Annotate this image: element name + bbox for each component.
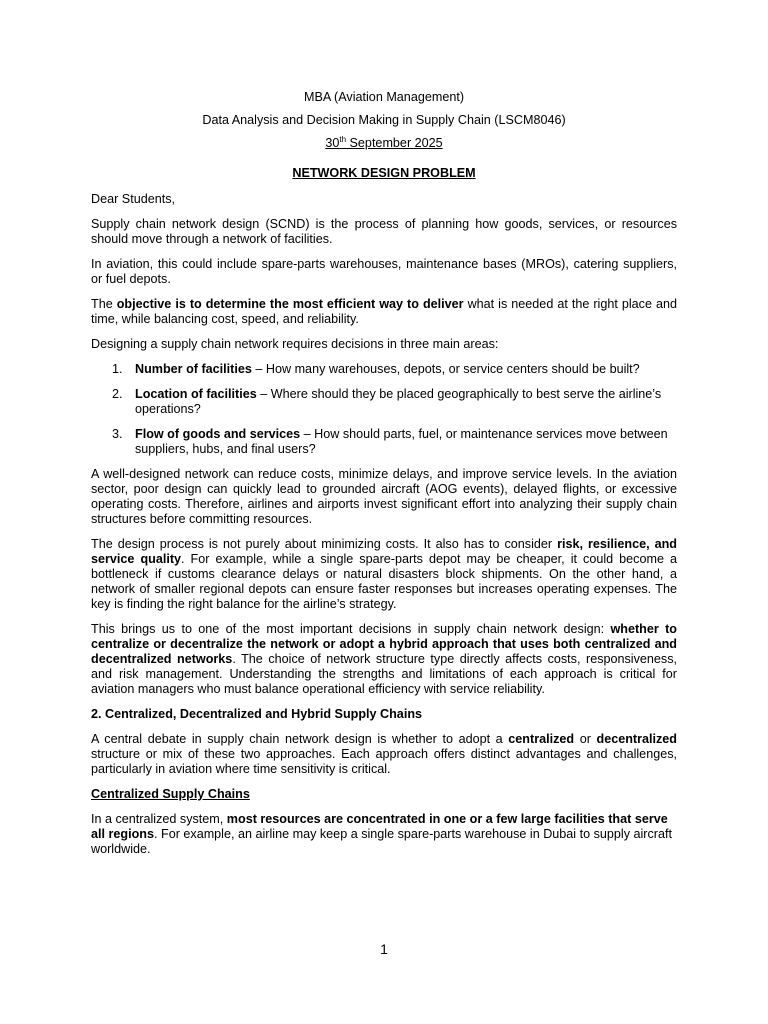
list-item: [91, 427, 677, 457]
course-title: Data Analysis and Decision Making in Supply Chain (LSCM8046): [202, 113, 566, 127]
greeting: Dear Students,: [91, 192, 176, 206]
list-item: [91, 387, 677, 417]
bold-run: risk, resilience, and service quality: [91, 537, 677, 566]
text-run: In a centralized system,: [91, 812, 227, 826]
paragraph-central-debate: [91, 732, 677, 777]
text-run: structure or mix of these two approaches. Each approach offers distinct advantages and challenges, particularly in aviation where time sensitivity is critical.: [91, 747, 677, 776]
paragraph-objective: [91, 297, 677, 327]
paragraph-aviation-examples: In aviation, this could include spare-parts warehouses, maintenance bases (MROs), catering suppliers, or fuel depots.: [91, 257, 677, 286]
list-item-text: – How should parts, fuel, or maintenance services move between suppliers, hubs, and final users?: [135, 427, 668, 456]
decision-list: [91, 362, 677, 457]
text-run: . The choice of network structure type directly affects costs, responsiveness, and risk management. Understanding the strengths and limitations of each approach is critical for aviation managers who must balance operational efficiency with service reliability.: [91, 652, 678, 696]
list-number: 1.: [112, 362, 123, 376]
text-run: what is needed at the right place and time, while balancing cost, speed, and reliability.: [91, 297, 678, 326]
bold-run: centralized: [508, 732, 575, 746]
list-item-term: Location of facilities: [135, 387, 257, 401]
list-item-term: Flow of goods and services: [135, 427, 301, 441]
page-number: 1: [380, 941, 388, 957]
paragraph-design-process: [91, 537, 677, 612]
list-item-text: – Where should they be placed geographically to best serve the airline’s operations?: [135, 387, 662, 416]
subsection-heading: Centralized Supply Chains: [91, 787, 250, 801]
document-page: [91, 90, 677, 867]
paragraph-decision-areas: Designing a supply chain network requires decisions in three main areas:: [91, 337, 499, 351]
date-day: 30: [325, 136, 340, 150]
list-number: 2.: [112, 387, 123, 401]
list-number: 3.: [112, 427, 123, 441]
paragraph-centralize-decision: [91, 622, 677, 697]
list-item-term: Number of facilities: [135, 362, 252, 376]
text-run: This brings us to one of the most important decisions in supply chain network design:: [91, 622, 611, 636]
text-run: . For example, an airline may keep a single spare-parts warehouse in Dubai to supply aircraft worldwide.: [91, 827, 672, 856]
text-run: A central debate in supply chain network design is whether to adopt a: [91, 732, 509, 746]
paragraph-scnd-definition: Supply chain network design (SCND) is the process of planning how goods, services, or resources should move through a network of facilities.: [91, 217, 677, 246]
date-suffix: th: [339, 134, 347, 144]
paragraph-centralized-system: [91, 812, 677, 857]
text-run: The: [91, 297, 117, 311]
list-item-text: – How many warehouses, depots, or service centers should be built?: [251, 362, 640, 376]
text-run: or: [574, 732, 597, 746]
bold-run: whether to centralize or decentralize the network or adopt a hybrid approach that uses both centralized and decentralized networks: [91, 622, 678, 666]
text-run: . For example, while a single spare-parts depot may be cheaper, it could become a bottleneck if customs clearance delays or natural disasters block shipments. On the other hand, a network of smaller regional depots can ensure faster responses but increases operating expenses. The key is finding the right balance for the airline’s strategy.: [91, 552, 677, 611]
bold-run: decentralized: [596, 732, 677, 746]
paragraph-well-designed-network: A well-designed network can reduce costs, minimize delays, and improve service levels. In the aviation sector, poor design can quickly lead to grounded aircraft (AOG events), delayed flights, or excessive operating costs. Therefore, airlines and airports invest significant effort into analyzing their supply chain structures before committing resources.: [91, 467, 677, 526]
document-date: [91, 136, 677, 151]
document-title: NETWORK DESIGN PROBLEM: [292, 166, 476, 180]
program-title: MBA (Aviation Management): [303, 90, 465, 104]
list-item: [91, 362, 677, 377]
bold-run: most resources are concentrated in one or a few large facilities that serve all regions: [91, 812, 668, 841]
bold-run: objective is to determine the most efficient way to deliver: [116, 297, 464, 311]
text-run: The design process is not purely about minimizing costs. It also has to consider: [91, 537, 558, 551]
date-rest: September 2025: [346, 136, 443, 150]
section-heading: 2. Centralized, Decentralized and Hybrid Supply Chains: [91, 707, 423, 721]
